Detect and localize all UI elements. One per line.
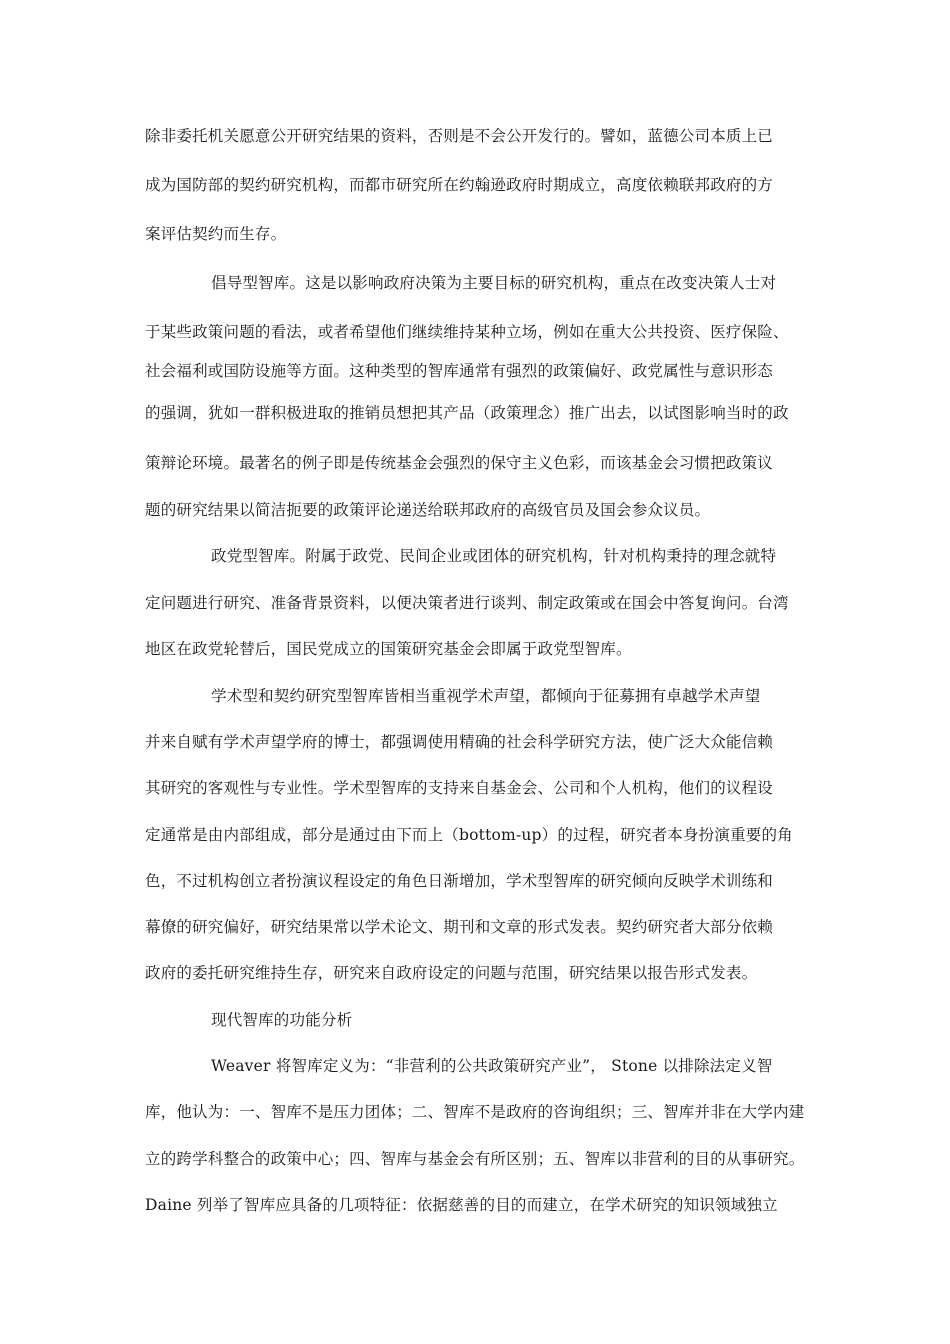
text-line: 地区在政党轮替后，国民党成立的国策研究基金会即属于政党型智库。 <box>145 640 632 658</box>
text-line: 题的研究结果以简洁扼要的政策评论递送给联邦政府的高级官员及国会参众议员。 <box>145 501 711 519</box>
section-heading: 现代智库的功能分析 <box>211 1011 353 1029</box>
text-line: Daine 列举了智库应具备的几项特征：依据慈善的目的而建立，在学术研究的知识领域独立 <box>145 1196 778 1214</box>
text-line: 于某些政策问题的看法，或者希望他们继续维持某种立场，例如在重大公共投资、医疗保险、 <box>145 323 789 341</box>
text-line: 策辩论环境。最著名的例子即是传统基金会强烈的保守主义色彩，而该基金会习惯把政策议 <box>145 454 774 472</box>
text-line: 的强调，犹如一群积极进取的推销员想把其产品（政策理念）推广出去，以试图影响当时的政 <box>145 404 789 422</box>
paragraph-first-line: Weaver 将智库定义为：“非营利的公共政策研究产业”， Stone 以排除法定义智 <box>211 1057 773 1075</box>
text-line: 并来自赋有学术声望学府的博士，都强调使用精确的社会科学研究方法，使广泛大众能信赖 <box>145 733 774 751</box>
text-line: 成为国防部的契约研究机构，而都市研究所在约翰逊政府时期成立，高度依赖联邦政府的方 <box>145 176 774 194</box>
text-line: 立的跨学科整合的政策中心；四、智库与基金会有所区别；五、智库以非营利的目的从事研究。 <box>145 1150 805 1168</box>
text-line: 库，他认为：一、智库不是压力团体；二、智库不是政府的咨询组织；三、智库并非在大学内建 <box>145 1103 805 1121</box>
text-line: 定通常是由内部组成，部分是通过由下而上（bottom-up）的过程，研究者本身扮演重要的角 <box>145 826 793 844</box>
text-line: 案评估契约而生存。 <box>145 225 287 243</box>
paragraph-first-line: 学术型和契约研究型智库皆相当重视学术声望，都倾向于征募拥有卓越学术声望 <box>211 687 761 705</box>
text-line: 幕僚的研究偏好，研究结果常以学术论文、期刊和文章的形式发表。契约研究者大部分依赖 <box>145 918 774 936</box>
text-line: 社会福利或国防设施等方面。这种类型的智库通常有强烈的政策偏好、政党属性与意识形态 <box>145 362 774 380</box>
text-line: 除非委托机关愿意公开研究结果的资料，否则是不会公开发行的。譬如，蓝德公司本质上已 <box>145 127 774 145</box>
text-line: 政府的委托研究维持生存，研究来自政府设定的问题与范围，研究结果以报告形式发表。 <box>145 964 758 982</box>
text-line: 色，不过机构创立者扮演议程设定的角色日渐增加，学术型智库的研究倾向反映学术训练和 <box>145 872 774 890</box>
paragraph-first-line: 政党型智库。附属于政党、民间企业或团体的研究机构，针对机构秉持的理念就特 <box>211 547 777 565</box>
paragraph-first-line: 倡导型智库。这是以影响政府决策为主要目标的研究机构，重点在改变决策人士对 <box>211 274 777 292</box>
text-line: 定问题进行研究、准备背景资料，以便决策者进行谈判、制定政策或在国会中答复询问。台湾 <box>145 594 789 612</box>
text-line: 其研究的客观性与专业性。学术型智库的支持来自基金会、公司和个人机构，他们的议程设 <box>145 779 774 797</box>
